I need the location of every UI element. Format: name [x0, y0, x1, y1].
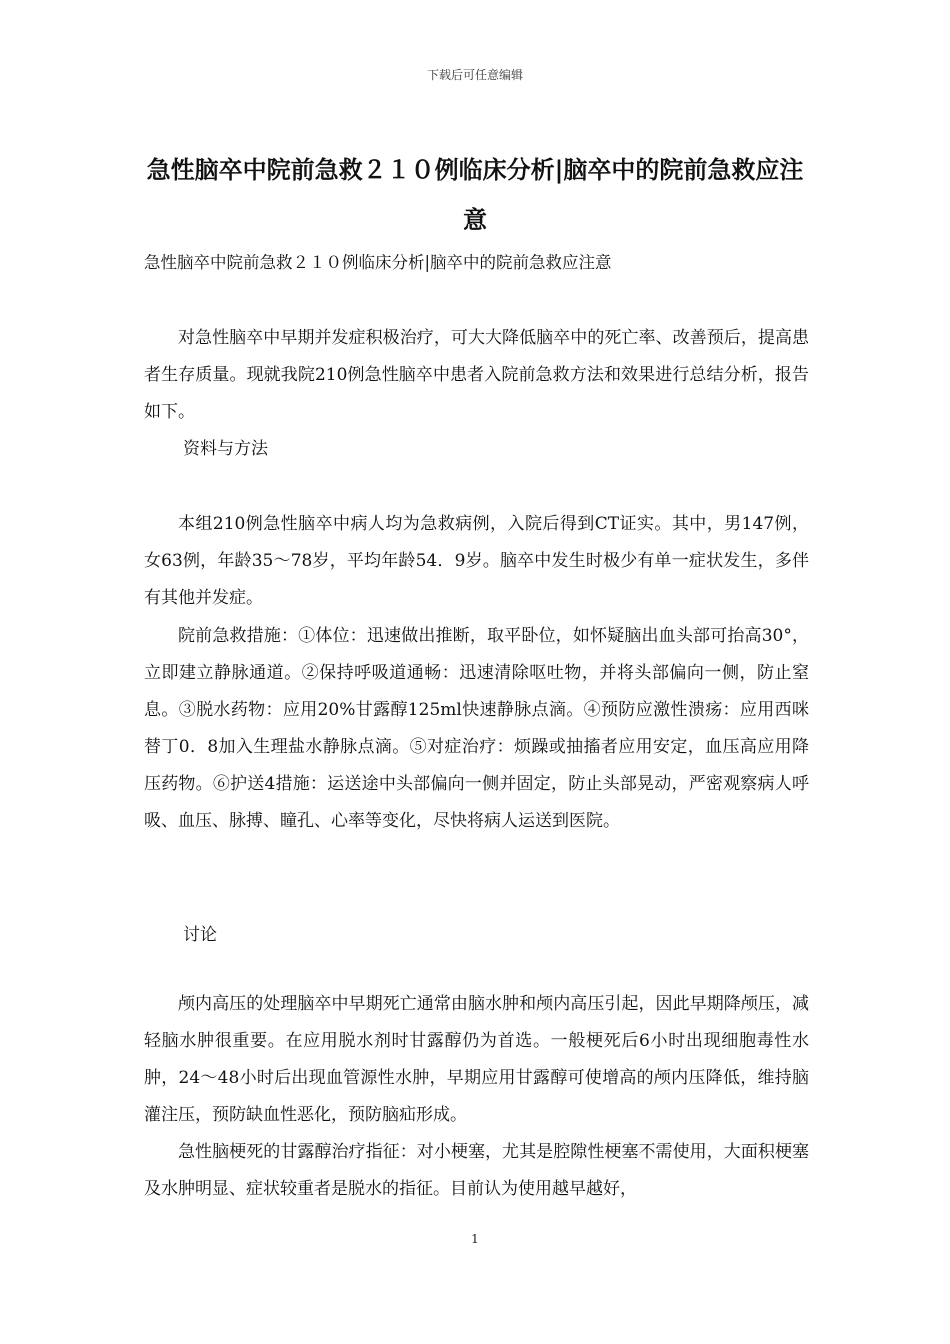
section-heading-methods: 资料与方法 — [183, 439, 268, 459]
document-title: 急性脑卒中院前急救２１０例临床分析|脑卒中的院前急救应注意 — [146, 156, 804, 234]
section-heading-discussion: 讨论 — [183, 925, 217, 945]
methods-paragraph-1: 本组210例急性脑卒中病人均为急救病例，入院后得到CT证实。其中，男147例，女63例，年龄35～78岁，平均年龄54．9岁。脑卒中发生时极少有单一症状发生，多伴有其他并发症。 — [144, 514, 809, 608]
discussion-paragraph-1: 颅内高压的处理脑卒中早期死亡通常由脑水肿和颅内高压引起，因此早期降颅压，减轻脑水肿很重要。在应用脱水剂时甘露醇仍为首选。一般梗死后6小时出现细胞毒性水肿，24～48小时后出现血管源性水肿，早期应用甘露醇可使增高的颅内压降低，维持脑灌注压，预防缺血性恶化，预防脑疝形成。 — [144, 994, 809, 1125]
header-note: 下载后可任意编辑 — [426, 68, 523, 82]
methods-paragraph-2: 院前急救措施：①体位：迅速做出推断，取平卧位，如怀疑脑出血头部可抬高30°，立即建立静脉通道。②保持呼吸道通畅：迅速清除呕吐物，并将头部偏向一侧，防止窒息。③脱水药物：应用20%甘露醇125ml快速静脉点滴。④预防应激性溃疡：应用西咪替丁0．8加入生理盐水静脉点滴。⑤对症治疗：烦躁或抽搐者应用安定，血压高应用降压药物。⑥护送4措施：运送途中头部偏向一侧并固定，防止头部晃动，严密观察病人呼吸、血压、脉搏、瞳孔、心率等变化，尽快将病人运送到医院。 — [144, 626, 809, 831]
discussion-paragraph-2: 急性脑梗死的甘露醇治疗指征：对小梗塞，尤其是腔隙性梗塞不需使用，大面积梗塞及水肿明显、症状较重者是脱水的指征。目前认为使用越早越好， — [144, 1142, 809, 1199]
page-number: 1 — [471, 1232, 479, 1246]
document-subtitle: 急性脑卒中院前急救２１０例临床分析|脑卒中的院前急救应注意 — [144, 253, 612, 272]
intro-paragraph: 对急性脑卒中早期并发症积极治疗，可大大降低脑卒中的死亡率、改善预后，提高患者生存质量。现就我院210例急性脑卒中患者入院前急救方法和效果进行总结分析，报告如下。 — [144, 328, 809, 422]
